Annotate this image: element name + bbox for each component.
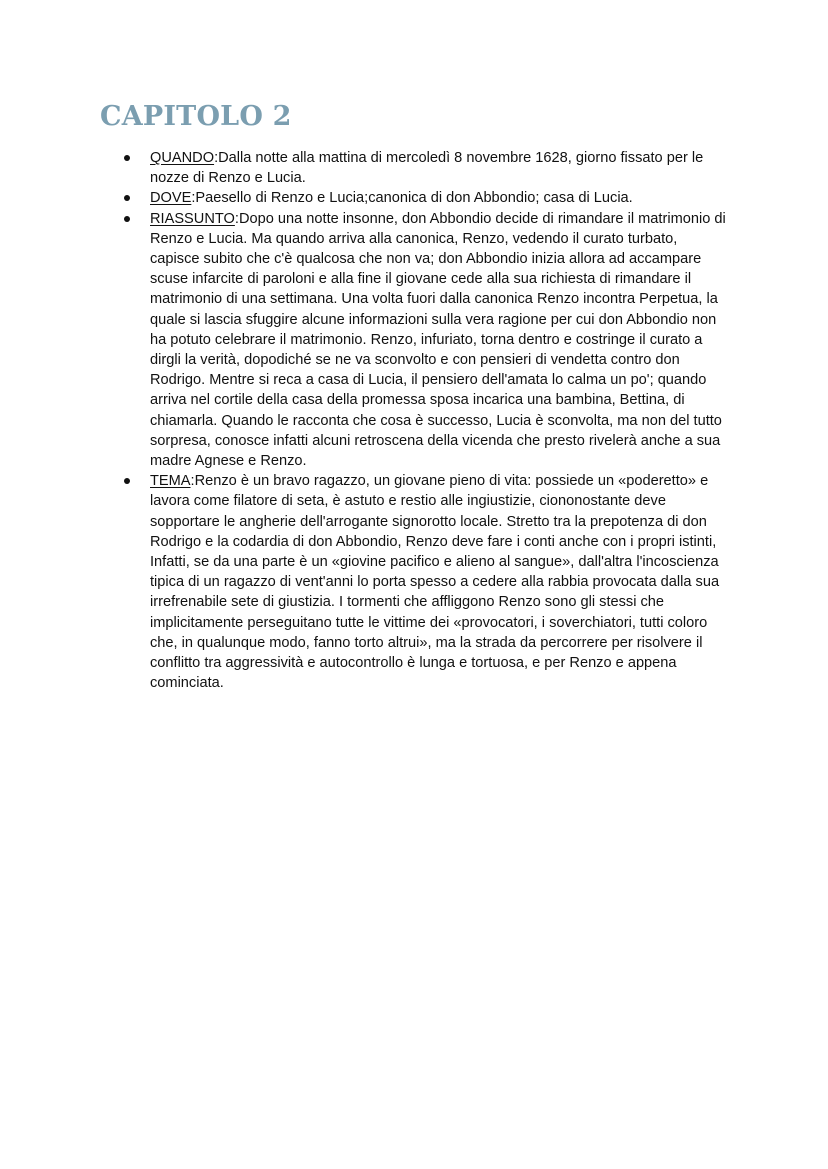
page-title: CAPITOLO 2 <box>100 101 292 132</box>
list-item-riassunto <box>124 209 728 472</box>
list-item-tema <box>124 471 728 693</box>
item-label: TEMA <box>150 473 191 490</box>
item-text: Renzo è un bravo ragazzo, un giovane pieno di vita: possiede un «poderetto» e lavora come filatore di seta, è astuto e restio alle ingiustizie, ciononostante deve sopportare le angherie dell'arrogante signorotto locale. Stretto tra la prepotenza di don Rodrigo e la codardia di don Abbondio, Renzo deve fare i conti anche con i propri istinti, Infatti, se da una parte è un «giovine pacifico e alieno al sangue», dall'altra l'incoscienza tipica di un ragazzo di vent'anni lo porta spesso a cedere alla rabbia provocata dalla sua irrefrenabile sete di giustizia. I tormenti che affliggono Renzo sono gli stessi che implicitamente perseguitano tutte le vittime dei «provocatori, i soverchiatori, tutti coloro che, in qualunque modo, fanno torto altrui», ma la strada da percorrere per risolvere il conflitto tra aggressività e autocontrollo è lunga e tortuosa, e per Renzo e appena cominciata. <box>150 473 720 692</box>
bullet-icon <box>124 195 130 201</box>
bullet-list <box>124 148 728 693</box>
item-label: RIASSUNTO <box>150 210 235 227</box>
item-separator: : <box>214 150 219 166</box>
item-text: Dalla notte alla mattina di mercoledì 8 novembre 1628, giorno fissato per le nozze di Renzo e Lucia. <box>150 150 704 187</box>
item-text: Dopo una notte insonne, don Abbondio decide di rimandare il matrimonio di Renzo e Lucia. Ma quando arriva alla canonica, Renzo, vedendo il curato turbato, capisce subito che c'è qualcosa che non va; don Abbondio inizia allora ad accampare scuse infarcite di paroloni e alla fine il giovane cede alla sua richiesta di rimandare il matrimonio di una settimana. Una volta fuori dalla canonica Renzo incontra Perpetua, la quale si lascia sfuggire alcune informazioni sulla vera ragione per cui don Abbondio non ha potuto celebrare il matrimonio. Renzo, infuriato, torna dentro e costringe il curato a dirgli la verità, dopodiché se ne va sconvolto e con pensieri di vendetta contro don Rodrigo. Mentre si reca a casa di Lucia, il pensiero dell'amata lo calma un po'; quando arriva nel cortile della casa della promessa sposa incarica una bambina, Bettina, di chiamarla. Quando le racconta che cosa è successo, Lucia è sconvolta, ma non del tutto sorpresa, conosce infatti alcuni retroscena della vicenda che presto rivelerà anche a sua madre Agnese e Renzo. <box>150 210 726 470</box>
list-item-quando <box>124 148 728 188</box>
item-separator: : <box>191 190 196 207</box>
item-separator: : <box>234 210 239 227</box>
item-label: QUANDO <box>150 150 215 166</box>
item-label: DOVE <box>150 190 192 207</box>
bullet-icon <box>124 155 130 161</box>
list-item-dove <box>124 188 728 208</box>
bullet-icon <box>124 478 130 484</box>
item-text: Paesello di Renzo e Lucia;canonica di don Abbondio; casa di Lucia. <box>195 190 633 207</box>
item-separator: : <box>190 473 195 490</box>
bullet-icon <box>124 216 130 222</box>
